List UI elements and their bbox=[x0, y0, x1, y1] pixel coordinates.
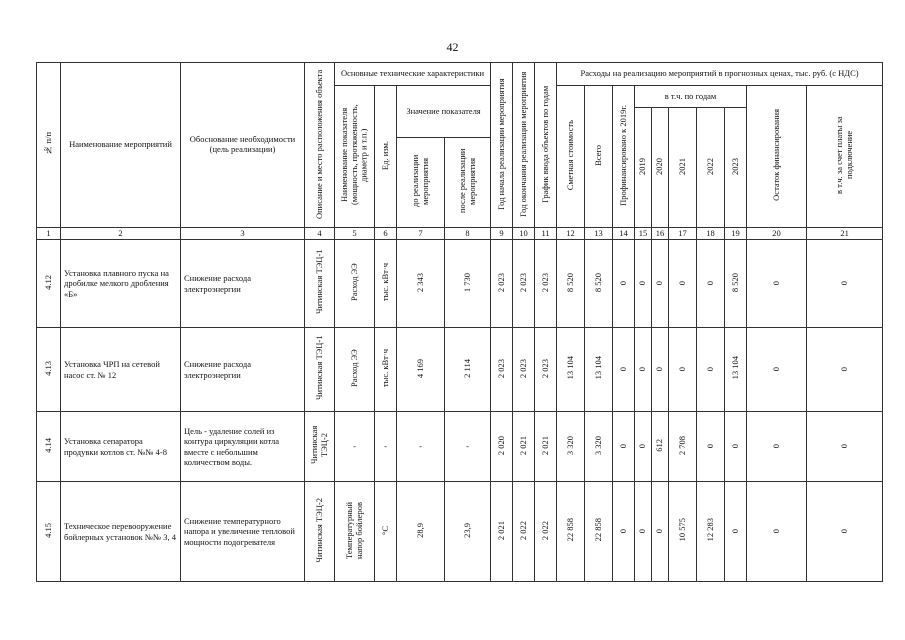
cell-2021: 0 bbox=[669, 328, 697, 412]
col-number: 20 bbox=[747, 228, 807, 240]
header-connection: в т.ч. за счет платы за подключение bbox=[807, 86, 883, 228]
cell-connection: 0 bbox=[807, 328, 883, 412]
cell-2020: 612 bbox=[652, 412, 669, 482]
cell-2019: 0 bbox=[635, 482, 652, 582]
cell-total: 3 320 bbox=[585, 412, 613, 482]
cell-total: 22 858 bbox=[585, 482, 613, 582]
cell-total: 13 104 bbox=[585, 328, 613, 412]
col-number: 4 bbox=[305, 228, 335, 240]
cell-location: Читинская ТЭЦ-2 bbox=[305, 482, 335, 582]
cell-2020: 0 bbox=[652, 240, 669, 328]
header-row-1 bbox=[37, 63, 883, 86]
header-by-years: в т.ч. по годам bbox=[635, 86, 747, 108]
cell-2022: 0 bbox=[697, 412, 725, 482]
cell-2019: 0 bbox=[635, 240, 652, 328]
cell-name: Установка плавного пуска на дробилке мелкого дробления «Б» bbox=[61, 240, 181, 328]
col-number: 21 bbox=[807, 228, 883, 240]
cell-2023: 0 bbox=[725, 482, 747, 582]
cell-start: 2 021 bbox=[491, 482, 513, 582]
header-total: Всего bbox=[585, 86, 613, 228]
table-row bbox=[37, 240, 883, 328]
cell-location: Читинская ТЭЦ-1 bbox=[305, 240, 335, 328]
header-year-end: Год окончания реализации мероприятия bbox=[513, 63, 535, 228]
cell-num: 4.12 bbox=[37, 240, 61, 328]
cell-2022: 0 bbox=[697, 240, 725, 328]
cell-before: 2 343 bbox=[397, 240, 445, 328]
header-2022: 2022 bbox=[697, 108, 725, 228]
cell-2019: 0 bbox=[635, 328, 652, 412]
header-location: Описание и место расположения объекта bbox=[305, 63, 335, 228]
header-value-group: Значение показателя bbox=[397, 86, 491, 138]
col-number: 1 bbox=[37, 228, 61, 240]
cell-start: 2 020 bbox=[491, 412, 513, 482]
cell-2021: 0 bbox=[669, 240, 697, 328]
col-number: 2 bbox=[61, 228, 181, 240]
cell-indicator: Расход ЭЭ bbox=[335, 240, 375, 328]
cell-remainder: 0 bbox=[747, 328, 807, 412]
cell-before: - bbox=[397, 412, 445, 482]
header-num: № п/п bbox=[37, 63, 61, 228]
cell-2021: 10 575 bbox=[669, 482, 697, 582]
cell-num: 4.13 bbox=[37, 328, 61, 412]
cell-before: 28,9 bbox=[397, 482, 445, 582]
cell-estimate: 13 104 bbox=[557, 328, 585, 412]
cell-reason: Снижение температурного напора и увеличение тепловой мощности подогревателя bbox=[181, 482, 305, 582]
cell-start: 2 023 bbox=[491, 240, 513, 328]
cell-before: 4 169 bbox=[397, 328, 445, 412]
col-number: 13 bbox=[585, 228, 613, 240]
header-tech-group: Основные технические характеристики bbox=[335, 63, 491, 86]
col-number: 7 bbox=[397, 228, 445, 240]
cell-financed: 0 bbox=[613, 482, 635, 582]
header-unit: Ед. изм. bbox=[375, 86, 397, 228]
cell-2020: 0 bbox=[652, 328, 669, 412]
header-reason: Обоснование необходимости (цель реализации) bbox=[181, 63, 305, 228]
cell-2023: 13 104 bbox=[725, 328, 747, 412]
header-schedule: График ввода объектов по годам bbox=[535, 63, 557, 228]
cell-2021: 2 708 bbox=[669, 412, 697, 482]
cell-financed: 0 bbox=[613, 240, 635, 328]
cell-schedule: 2 021 bbox=[535, 412, 557, 482]
cell-unit: - bbox=[375, 412, 397, 482]
header-remainder: Остаток финансирования bbox=[747, 86, 807, 228]
cell-end: 2 023 bbox=[513, 240, 535, 328]
col-number: 18 bbox=[697, 228, 725, 240]
col-number: 17 bbox=[669, 228, 697, 240]
header-indicator-name: Наименование показателя (мощность, протяженность, диаметр и т.п.) bbox=[335, 86, 375, 228]
cell-reason: Снижение расхода электроэнергии bbox=[181, 240, 305, 328]
col-number: 11 bbox=[535, 228, 557, 240]
cell-financed: 0 bbox=[613, 328, 635, 412]
col-number: 14 bbox=[613, 228, 635, 240]
cell-2020: 0 bbox=[652, 482, 669, 582]
column-numbers-row bbox=[37, 228, 883, 240]
cell-schedule: 2 022 bbox=[535, 482, 557, 582]
cell-connection: 0 bbox=[807, 412, 883, 482]
cell-end: 2 023 bbox=[513, 328, 535, 412]
cell-schedule: 2 023 bbox=[535, 240, 557, 328]
cell-name: Техническое перевооружение бойлерных установок №№ 3, 4 bbox=[61, 482, 181, 582]
cell-name: Установка ЧРП на сетевой насос ст. № 12 bbox=[61, 328, 181, 412]
cell-estimate: 3 320 bbox=[557, 412, 585, 482]
col-number: 6 bbox=[375, 228, 397, 240]
cell-after: 2 114 bbox=[445, 328, 491, 412]
cell-remainder: 0 bbox=[747, 240, 807, 328]
header-2020: 2020 bbox=[652, 108, 669, 228]
col-number: 9 bbox=[491, 228, 513, 240]
col-number: 10 bbox=[513, 228, 535, 240]
cell-estimate: 8 520 bbox=[557, 240, 585, 328]
cell-name: Установка сепаратора продувки котлов ст. №№ 4-8 bbox=[61, 412, 181, 482]
investment-table bbox=[36, 62, 883, 582]
cell-2023: 8 520 bbox=[725, 240, 747, 328]
table-row bbox=[37, 328, 883, 412]
cell-location: Читинская ТЭЦ-1 bbox=[305, 328, 335, 412]
col-number: 12 bbox=[557, 228, 585, 240]
page-number: 42 bbox=[446, 40, 459, 54]
header-financed: Профинансировано к 2019г. bbox=[613, 86, 635, 228]
cell-2023: 0 bbox=[725, 412, 747, 482]
cell-after: 23,9 bbox=[445, 482, 491, 582]
cell-2019: 0 bbox=[635, 412, 652, 482]
header-2023: 2023 bbox=[725, 108, 747, 228]
header-2019: 2019 bbox=[635, 108, 652, 228]
col-number: 16 bbox=[652, 228, 669, 240]
cell-end: 2 021 bbox=[513, 412, 535, 482]
header-name: Наименование мероприятий bbox=[61, 63, 181, 228]
cell-remainder: 0 bbox=[747, 482, 807, 582]
header-year-start: Год начала реализации мероприятия bbox=[491, 63, 513, 228]
cell-2022: 12 283 bbox=[697, 482, 725, 582]
cell-reason: Снижение расхода электроэнергии bbox=[181, 328, 305, 412]
cell-unit: °С bbox=[375, 482, 397, 582]
cell-2022: 0 bbox=[697, 328, 725, 412]
cell-connection: 0 bbox=[807, 482, 883, 582]
header-cost-group: Расходы на реализацию мероприятий в прогнозных ценах, тыс. руб. (с НДС) bbox=[557, 63, 883, 86]
cell-remainder: 0 bbox=[747, 412, 807, 482]
cell-num: 4.15 bbox=[37, 482, 61, 582]
cell-connection: 0 bbox=[807, 240, 883, 328]
table-row bbox=[37, 412, 883, 482]
cell-num: 4.14 bbox=[37, 412, 61, 482]
cell-after: 1 730 bbox=[445, 240, 491, 328]
header-before: до реализации мероприятия bbox=[397, 138, 445, 228]
cell-unit: тыс. кВт·ч bbox=[375, 240, 397, 328]
col-number: 5 bbox=[335, 228, 375, 240]
cell-start: 2 023 bbox=[491, 328, 513, 412]
cell-end: 2 022 bbox=[513, 482, 535, 582]
col-number: 8 bbox=[445, 228, 491, 240]
cell-financed: 0 bbox=[613, 412, 635, 482]
header-2021: 2021 bbox=[669, 108, 697, 228]
col-number: 15 bbox=[635, 228, 652, 240]
cell-location: Читинская ТЭЦ-2 bbox=[305, 412, 335, 482]
col-number: 19 bbox=[725, 228, 747, 240]
cell-after: - bbox=[445, 412, 491, 482]
cell-reason: Цель - удаление солей из контура циркуляции котла вместе с небольшим количеством воды. bbox=[181, 412, 305, 482]
cell-indicator: Температурный напор бойлеров bbox=[335, 482, 375, 582]
cell-indicator: Расход ЭЭ bbox=[335, 328, 375, 412]
cell-total: 8 520 bbox=[585, 240, 613, 328]
cell-schedule: 2 023 bbox=[535, 328, 557, 412]
cell-estimate: 22 858 bbox=[557, 482, 585, 582]
col-number: 3 bbox=[181, 228, 305, 240]
cell-indicator: - bbox=[335, 412, 375, 482]
table-row bbox=[37, 482, 883, 582]
header-estimate: Сметная стоимость bbox=[557, 86, 585, 228]
header-after: после реализации мероприятия bbox=[445, 138, 491, 228]
cell-unit: тыс. кВт·ч bbox=[375, 328, 397, 412]
